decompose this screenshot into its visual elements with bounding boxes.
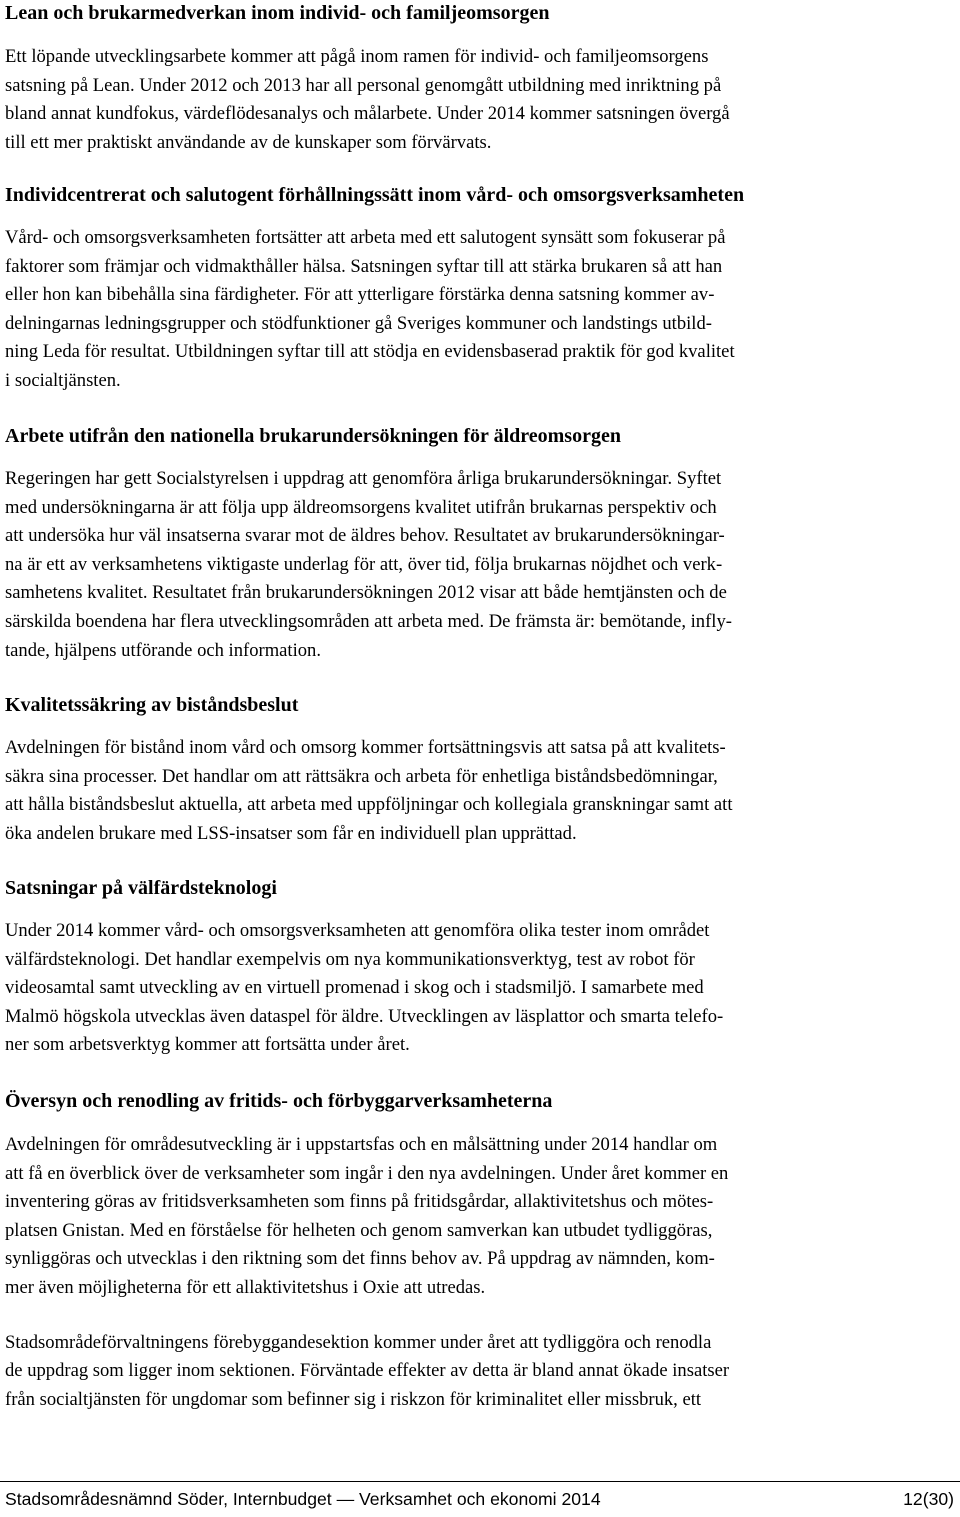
text-line: Avdelningen för bistånd inom vård och omsorg kommer fortsättningsvis att satsa på att kvalitets- [5, 737, 726, 758]
section-heading: Översyn och renodling av fritids- och förbyggarverksamheterna [5, 1090, 553, 1112]
text-line: eller hon kan bibehålla sina färdigheter. För att ytterligare förstärka denna satsning kommer av- [5, 284, 715, 306]
text-line: Stadsområdeförvaltningens förebyggandesektion kommer under året att tydliggöra och renodla [5, 1331, 712, 1353]
text-line: na är ett av verksamhetens viktigaste underlag för att, över tid, följa brukarnas nöjdhet och verk- [5, 553, 723, 575]
text-line: platsen Gnistan. Med en förståelse för helheten och genom samverkan kan utbudet tydliggöras, [5, 1219, 713, 1241]
section-heading: Individcentrerat och salutogent förhållningssätt inom vård- och omsorgsverksamheten [5, 184, 745, 206]
paragraph [5, 465, 732, 665]
section-brukarundersokning [5, 423, 732, 665]
text-line: att få en överblick över de verksamheter som ingår i den nya avdelningen. Under året kommer en [5, 1162, 729, 1184]
paragraph [5, 1131, 729, 1303]
text-line: faktorer som främjar och vidmakthåller hälsa. Satsningen syftar till att stärka brukaren så att han [5, 255, 723, 277]
text-line: öka andelen brukare med LSS-insatser som får en individuell plan upprättad. [5, 822, 577, 844]
paragraph [5, 1329, 729, 1415]
text-line: delningarnas ledningsgrupper och stödfunktioner gå Sveriges kommuner och landstings utbild- [5, 312, 712, 334]
text-line: synliggöras och utvecklas i den riktning som det finns behov av. På uppdrag av nämnden, kom- [5, 1248, 715, 1270]
text-line: Under 2014 kommer vård- och omsorgsverksamheten att genomföra olika tester inom området [5, 920, 710, 941]
text-line: säkra sina processer. Det handlar om att rättsäkra och arbeta för enhetliga biståndsbedömningar, [5, 765, 718, 787]
text-line: tande, hjälpens utförande och information. [5, 639, 321, 661]
text-line: i socialtjänsten. [5, 369, 121, 391]
text-line: ner som arbetsverktyg kommer att fortsätta under året. [5, 1034, 410, 1056]
section-heading: Kvalitetssäkring av biståndsbeslut [5, 694, 299, 716]
text-line: Avdelningen för områdesutveckling är i uppstartsfas och en målsättning under 2014 handlar om [5, 1134, 718, 1155]
section-heading: Lean och brukarmedverkan inom individ- och familjeomsorgen [5, 2, 550, 24]
paragraph [5, 734, 733, 848]
text-line: Vård- och omsorgsverksamheten fortsätter att arbeta med ett salutogent synsätt som fokuserar på [5, 227, 726, 248]
section-heading: Satsningar på välfärdsteknologi [5, 877, 277, 899]
text-line: samhetens kvalitet. Resultatet från brukarundersökningen 2012 visar att både hemtjänsten och de [5, 582, 727, 604]
text-line: med undersökningarna är att följa upp äldreomsorgens kvalitet utifrån brukarnas perspektiv och [5, 496, 717, 518]
section-fritids-forbyggare [5, 1088, 729, 1414]
section-lean [5, 0, 730, 157]
page-number: 12(30) [903, 1489, 954, 1509]
page-footer [5, 1488, 954, 1510]
text-line: att hålla biståndsbeslut aktuella, att arbeta med uppföljningar och kollegiala granskningar samt att [5, 794, 733, 816]
text-line: Malmö högskola utvecklas även dataspel för äldre. Utvecklingen av läsplattor och smarta telefo- [5, 1005, 724, 1027]
text-line: videosamtal samt utveckling av en virtuell promenad i skog och i stadsmiljö. I samarbete med [5, 977, 704, 999]
text-line: de uppdrag som ligger inom sektionen. Förväntade effekter av detta är bland annat ökade insatser [5, 1360, 730, 1382]
section-heading: Arbete utifrån den nationella brukarundersökningen för äldreomsorgen [5, 425, 621, 447]
section-individcentrerat [5, 182, 744, 396]
text-line: satsning på Lean. Under 2012 och 2013 har all personal genomgått utbildning med inriktning på [5, 74, 722, 96]
footer-divider [0, 1481, 960, 1482]
text-line: särskilda boendena har flera utvecklingsområden att arbeta med. De främsta är: bemötande, infly- [5, 610, 732, 632]
paragraph [5, 43, 730, 157]
text-line: välfärdsteknologi. Det handlar exempelvis om nya kommunikationsverktyg, test av robot för [5, 948, 695, 970]
text-line: mer även möjligheterna för ett allaktivitetshus i Oxie att utredas. [5, 1276, 486, 1298]
text-line: bland annat kundfokus, värdeflödesanalys och målarbete. Under 2014 kommer satsningen övergå [5, 103, 730, 125]
text-line: att undersöka hur väl insatserna svarar mot de äldres behov. Resultatet av brukarundersökningar- [5, 525, 725, 547]
section-kvalitetssakring [5, 692, 733, 848]
text-line: Ett löpande utvecklingsarbete kommer att pågå inom ramen för individ- och familjeomsorgens [5, 46, 709, 67]
text-line: inventering göras av fritidsverksamheten som finns på fritidsgårdar, allaktivitetshus och mötes- [5, 1191, 714, 1213]
text-line: ning Leda för resultat. Utbildningen syftar till att stödja en evidensbaserad praktik för god kvalitet [5, 341, 735, 363]
text-line: till ett mer praktiskt användande av de kunskaper som förvärvats. [5, 131, 492, 153]
text-line: Regeringen har gett Socialstyrelsen i uppdrag att genomföra årliga brukarundersökningar. Syftet [5, 468, 722, 489]
text-line: från socialtjänsten för ungdomar som befinner sig i riskzon för kriminalitet eller missbruk, ett [5, 1388, 702, 1410]
paragraph [5, 224, 744, 396]
footer-title: Stadsområdesnämnd Söder, Internbudget — Verksamhet och ekonomi 2014 [5, 1489, 601, 1509]
section-valfardsteknologi [5, 875, 723, 1060]
paragraph [5, 917, 723, 1060]
